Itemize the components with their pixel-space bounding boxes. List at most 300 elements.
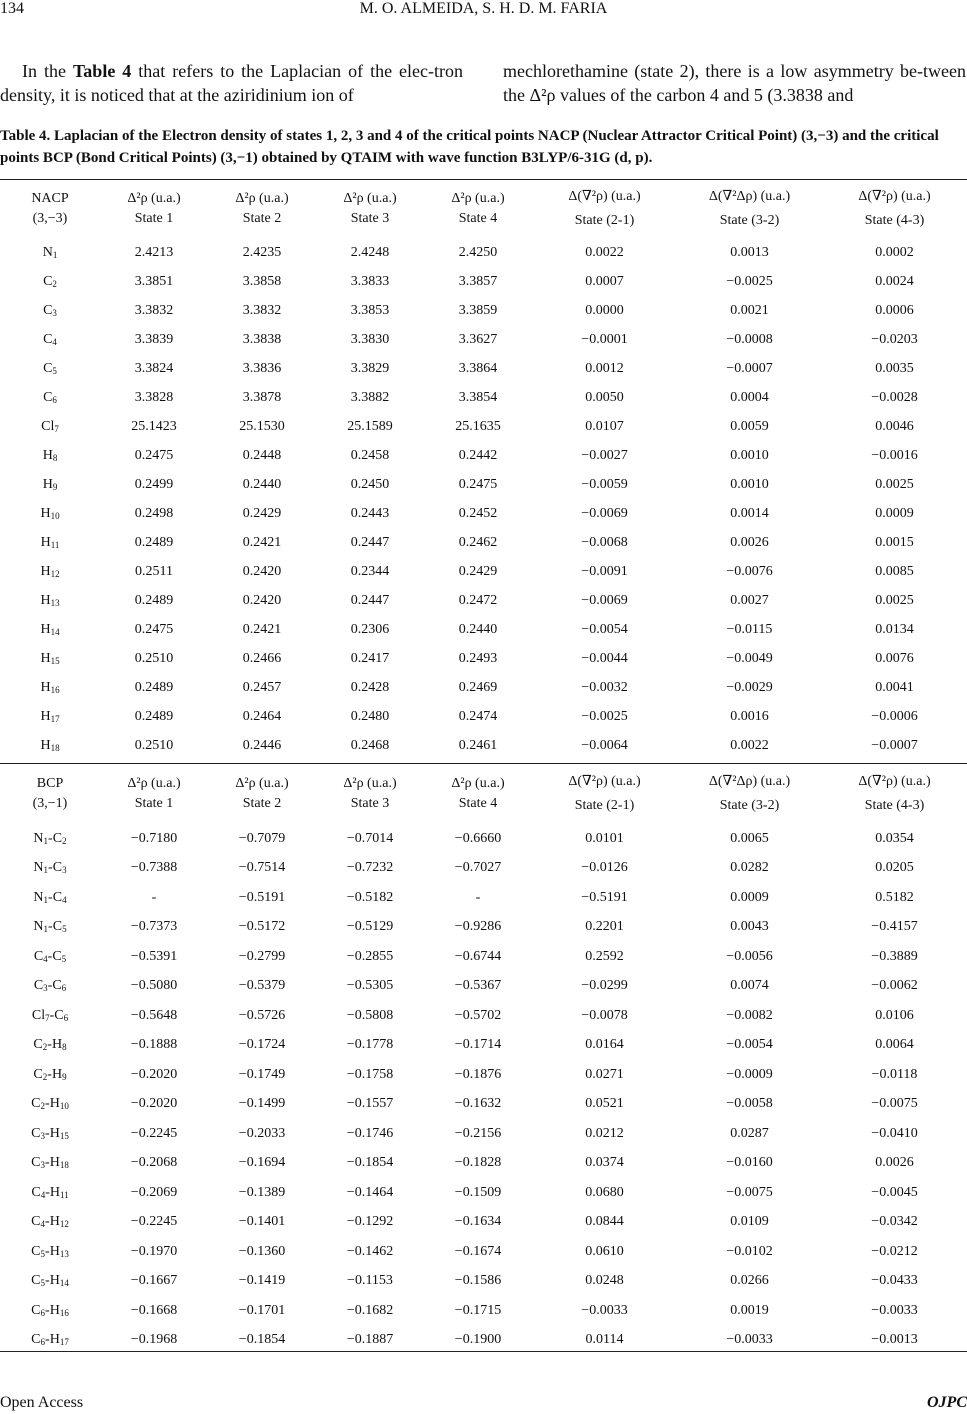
row-label-cell: $C_5-H_{14}$: [31, 1273, 69, 1289]
footer-journal: OJPC: [927, 1394, 967, 1411]
table-bottom-rule: [0, 1351, 967, 1352]
table-cell: −0.0028: [871, 389, 918, 405]
header-line2: State (3-2): [719, 798, 780, 813]
table-cell: 0.2201: [585, 919, 624, 935]
table-cell: −0.0062: [871, 978, 918, 994]
table-cell: 3.3627: [458, 331, 498, 347]
table-cell: 0.5182: [875, 889, 914, 905]
table-cell: 3.3830: [350, 331, 390, 347]
table-cell: 0.2442: [458, 447, 498, 463]
table-row: [0, 824, 967, 854]
atom-index: 6: [40, 1307, 46, 1318]
table-cell: 0.0027: [730, 592, 769, 608]
table-row: [0, 913, 967, 943]
table-cell: 3.3824: [134, 360, 174, 376]
table-cell: 0.0074: [730, 978, 769, 994]
table-row: [0, 972, 967, 1002]
atom-symbol: H: [40, 563, 51, 579]
table-cell: −0.1632: [454, 1096, 502, 1112]
table-cell: −0.5305: [346, 978, 394, 994]
table-cell: 0.2447: [350, 534, 390, 550]
table-cell: 0.2464: [242, 708, 282, 724]
table-cell: −0.1724: [238, 1037, 286, 1053]
table-cell: −0.0342: [871, 1214, 918, 1230]
table-cell: −0.5726: [238, 1007, 286, 1023]
table-cell: 0.0248: [585, 1273, 624, 1289]
atom-index: 15: [59, 1130, 69, 1141]
table-cell: −0.1634: [454, 1214, 502, 1230]
atom-index: 5: [40, 1278, 46, 1289]
table-cell: 25.1635: [455, 418, 501, 434]
atom-index: 15: [50, 655, 60, 666]
atom-symbol: N: [33, 889, 44, 905]
table-cell: −0.0049: [726, 650, 773, 666]
table-cell: 0.2429: [242, 505, 282, 521]
table-cell: −0.3889: [871, 948, 918, 964]
table-cell: 0.0064: [875, 1037, 914, 1053]
atom-index: 17: [50, 713, 60, 724]
row-label-cell: $C_5-H_{13}$: [31, 1243, 69, 1259]
table-cell: −0.2069: [130, 1184, 178, 1200]
header-line1: Δ²ρ (u.a.): [127, 776, 181, 791]
table-cell: 0.0006: [875, 302, 914, 318]
atom-index: 8: [52, 452, 58, 463]
table-cell: 3.3864: [458, 360, 498, 376]
atom-symbol: H: [49, 1125, 60, 1141]
atom-symbol: H: [42, 447, 53, 463]
header-cell: [100, 764, 208, 824]
table-row: [0, 354, 967, 383]
row-label-cell: $C_2-H_{10}$: [31, 1096, 69, 1112]
atom-index: 12: [59, 1219, 69, 1230]
body-text-right-column: [503, 59, 966, 107]
table-cell: 0.0680: [585, 1184, 624, 1200]
header-cell: [822, 764, 967, 824]
table-cell: −0.1778: [346, 1037, 394, 1053]
running-head: M. O. ALMEIDA, S. H. D. M. FARIA: [359, 0, 608, 17]
table-row: [0, 731, 967, 760]
table-cell: 0.2489: [134, 534, 174, 550]
row-label-cell: [0, 557, 100, 586]
body-paragraph-right: mechlorethamine (state 2), there is a low asymmetry be-tween the Δ²ρ values of the carbon 4 and 5 (3.3838 and: [503, 61, 966, 105]
table-cell: −0.5182: [346, 889, 394, 905]
table-cell: 3.3854: [458, 389, 498, 405]
atom-index: 12: [50, 568, 60, 579]
table-cell: −0.1419: [238, 1273, 286, 1289]
table-cell: −0.1557: [346, 1096, 394, 1112]
table-row: [0, 1208, 967, 1238]
atom-symbol: H: [40, 592, 51, 608]
table-cell: −0.1360: [238, 1243, 286, 1259]
row-label-cell: [0, 441, 100, 470]
table-cell: −0.0058: [726, 1096, 773, 1112]
table-cell: 2.4213: [134, 244, 174, 260]
table-cell: 3.3828: [134, 389, 174, 405]
table-cell: −0.5080: [130, 978, 178, 994]
table-row: [0, 883, 967, 913]
table-cell: −0.7232: [346, 860, 394, 876]
table-cell: −0.0059: [581, 476, 628, 492]
table-cell: −0.0075: [871, 1096, 918, 1112]
table-cell: 0.0043: [730, 919, 769, 935]
atom-symbol: N: [33, 919, 44, 935]
atom-index: 2: [40, 1101, 46, 1112]
table-cell: 25.1589: [347, 418, 393, 434]
table-row: [0, 615, 967, 644]
table-cell: −0.5191: [581, 889, 628, 905]
header-cell: [424, 764, 532, 824]
row-label-cell: [0, 644, 100, 673]
table-cell: −0.0075: [726, 1184, 773, 1200]
table-cell: −0.1854: [238, 1332, 286, 1348]
atom-index: 9: [52, 481, 58, 492]
atom-index: 6: [63, 1012, 69, 1023]
table-cell: −0.1714: [454, 1037, 502, 1053]
table-cell: 0.2428: [350, 679, 390, 695]
table-cell: −0.0029: [726, 679, 773, 695]
nacp-table: [0, 180, 967, 760]
atom-index: 1: [52, 249, 58, 260]
table-cell: −0.0054: [581, 621, 628, 637]
atom-index: 4: [43, 953, 48, 964]
atom-symbol: H: [49, 1155, 60, 1171]
header-line1: Δ²ρ (u.a.): [235, 191, 289, 206]
atom-index: 14: [59, 1278, 69, 1289]
table-cell: 3.3833: [350, 273, 390, 289]
table-row: [0, 296, 967, 325]
table-cell: 0.2344: [350, 563, 390, 579]
table-cell: 0.0019: [730, 1302, 769, 1318]
table-cell: −0.0102: [726, 1243, 773, 1259]
table-cell: 0.0610: [585, 1243, 624, 1259]
table-cell: 0.0059: [730, 418, 769, 434]
table-row: [0, 942, 967, 972]
table-cell: −0.7027: [454, 860, 502, 876]
table-cell: 0.2440: [458, 621, 498, 637]
atom-symbol: C: [31, 1332, 41, 1348]
table-cell: −0.0091: [581, 563, 628, 579]
header-cell: [677, 180, 822, 238]
table-cell: 0.0205: [875, 860, 914, 876]
table-cell: −0.7079: [238, 830, 286, 846]
row-label-cell: [0, 325, 100, 354]
table-row: [0, 470, 967, 499]
table-cell: −0.0160: [726, 1155, 773, 1171]
row-label-cell: [0, 586, 100, 615]
atom-symbol: C: [31, 1214, 41, 1230]
atom-symbol: C: [31, 1273, 41, 1289]
table-cell: 0.2469: [458, 679, 498, 695]
table-cell: −0.1746: [346, 1125, 394, 1141]
header-cell: [316, 764, 424, 824]
table-cell: −0.0008: [726, 331, 773, 347]
table-row: [0, 1031, 967, 1061]
atom-index: 2: [42, 1042, 48, 1053]
table-cell: −0.5808: [346, 1007, 394, 1023]
atom-index: 11: [59, 1189, 69, 1200]
table-cell: 0.2446: [242, 737, 282, 753]
table-cell: −0.1887: [346, 1332, 394, 1348]
row-label-cell: [0, 499, 100, 528]
table-cell: 0.0012: [585, 360, 624, 376]
table-cell: −0.5379: [238, 978, 286, 994]
atom-symbol: H: [49, 1273, 60, 1289]
table-cell: 0.2499: [134, 476, 174, 492]
table-cell: 0.0021: [730, 302, 769, 318]
table-cell: −0.0410: [871, 1125, 918, 1141]
row-label-cell: $C_2-H_8$: [33, 1037, 67, 1053]
table-cell: −0.1701: [238, 1302, 286, 1318]
table-cell: 3.3829: [350, 360, 390, 376]
table-cell: 3.3851: [134, 273, 174, 289]
table-cell: 0.0022: [585, 244, 624, 260]
table-cell: 0.2452: [458, 505, 498, 521]
table-cell: −0.0433: [871, 1273, 918, 1289]
table-cell: 0.0004: [730, 389, 769, 405]
table-cell: −0.0068: [581, 534, 628, 550]
table-cell: −0.0013: [871, 1332, 918, 1348]
table-cell: -: [475, 889, 481, 905]
atom-symbol: C: [33, 948, 44, 964]
table-cell: −0.0118: [871, 1066, 918, 1082]
table-cell: 0.0065: [730, 830, 769, 846]
row-label-cell: $C_4-H_{11}$: [31, 1184, 69, 1200]
table-cell: −0.0064: [581, 737, 628, 753]
atom-symbol: H: [40, 650, 51, 666]
table-cell: 3.3832: [242, 302, 282, 318]
atom-symbol: H: [40, 505, 51, 521]
row-label-cell: $C_6-H_{17}$: [31, 1332, 69, 1348]
atom-index: 3: [62, 865, 67, 876]
table-cell: 0.0009: [875, 505, 914, 521]
table-cell: 0.0022: [730, 737, 769, 753]
atom-index: 8: [62, 1042, 67, 1053]
table-cell: 0.0025: [875, 592, 914, 608]
table-cell: 0.2417: [350, 650, 390, 666]
table-cell: 0.2475: [134, 621, 174, 637]
table-cell: 0.0282: [730, 860, 769, 876]
atom-index: 7: [54, 423, 59, 434]
table-row: [0, 586, 967, 615]
table-cell: 3.3859: [458, 302, 498, 318]
header-line2: State 4: [458, 796, 498, 811]
table-cell: 0.0041: [875, 679, 914, 695]
table-cell: −0.1153: [347, 1273, 393, 1289]
row-label-cell: [0, 296, 100, 325]
header-line1: Δ²ρ (u.a.): [343, 776, 397, 791]
header-line1: Δ²ρ (u.a.): [127, 191, 181, 206]
table-cell: 25.1423: [131, 418, 177, 434]
atom-index: 14: [50, 626, 60, 637]
row-label-cell: $N_1-C_3$: [33, 860, 67, 876]
table-cell: 3.3853: [350, 302, 390, 318]
table-cell: −0.0069: [581, 505, 628, 521]
header-line1: Δ(∇²Δρ) (u.a.): [708, 774, 791, 789]
row-label-cell: $C_6-H_{16}$: [31, 1302, 69, 1318]
table-cell: 0.0050: [585, 389, 624, 405]
table-cell: −0.7014: [346, 830, 394, 846]
table-cell: 0.0844: [585, 1214, 624, 1230]
header-cell: [677, 764, 822, 824]
table-cell: −0.0032: [581, 679, 628, 695]
table-cell: 0.2458: [350, 447, 390, 463]
atom-symbol: H: [51, 1066, 63, 1082]
table-cell: 0.2462: [458, 534, 498, 550]
atom-symbol: Cl: [31, 1007, 46, 1023]
row-label-cell: [0, 731, 100, 760]
table-cell: 0.2457: [242, 679, 282, 695]
table-cell: 0.2421: [242, 621, 282, 637]
table-row: [0, 441, 967, 470]
table-cell: −0.5702: [454, 1007, 502, 1023]
atom-index: 4: [62, 894, 67, 905]
table-cell: 0.2468: [350, 737, 390, 753]
atom-index: 10: [59, 1101, 69, 1112]
table-cell: −0.0006: [871, 708, 918, 724]
atom-index: 18: [59, 1160, 69, 1171]
atom-symbol: H: [49, 1243, 60, 1259]
table-cell: 0.0046: [875, 418, 914, 434]
table-cell: 0.2448: [242, 447, 282, 463]
atom-symbol: C: [33, 978, 44, 994]
table-cell: −0.1674: [454, 1243, 502, 1259]
row-label-cell: [0, 383, 100, 412]
table-cell: 0.0076: [875, 650, 914, 666]
table-cell: −0.2020: [130, 1096, 178, 1112]
atom-symbol: C: [31, 1096, 41, 1112]
atom-symbol: C: [52, 860, 63, 876]
row-label-cell: $Cl_7-C_6$: [31, 1007, 69, 1023]
table-cell: 0.0164: [585, 1037, 624, 1053]
header-line1: Δ(∇²ρ) (u.a.): [568, 774, 641, 789]
row-label-cell: $C_2-H_9$: [33, 1066, 67, 1082]
bcp-table: [0, 764, 967, 1355]
table-cell: 0.2466: [242, 650, 282, 666]
header-line1: Δ(∇²ρ) (u.a.): [858, 189, 931, 204]
table-cell: 0.2510: [134, 737, 174, 753]
table-cell: 2.4250: [458, 244, 498, 260]
header-row: [0, 764, 967, 824]
row-label-cell: $N_1-C_2$: [33, 830, 67, 846]
table-cell: −0.1828: [454, 1155, 502, 1171]
table-cell: −0.0299: [581, 978, 628, 994]
table-cell: 0.2472: [458, 592, 498, 608]
table-cell: 0.2474: [458, 708, 498, 724]
header-line2: State 1: [134, 796, 174, 811]
table-cell: −0.7373: [130, 919, 178, 935]
table-cell: −0.0007: [871, 737, 918, 753]
header-line2: State 3: [350, 796, 390, 811]
row-label-cell: [0, 702, 100, 731]
atom-index: 2: [62, 835, 67, 846]
atom-index: 1: [43, 894, 49, 905]
table-cell: 0.2421: [242, 534, 282, 550]
table-cell: −0.1682: [346, 1302, 394, 1318]
atom-index: 17: [59, 1337, 69, 1348]
atom-symbol: C: [43, 331, 53, 347]
table-cell: 0.0106: [875, 1007, 914, 1023]
atom-index: 6: [40, 1337, 46, 1348]
table-cell: −0.0126: [581, 860, 628, 876]
header-line1: Δ²ρ (u.a.): [451, 776, 505, 791]
table-cell: 3.3839: [134, 331, 174, 347]
atom-index: 5: [52, 365, 57, 376]
atom-symbol: C: [31, 1125, 41, 1141]
table-cell: 25.1530: [239, 418, 285, 434]
table-cell: 0.0014: [730, 505, 769, 521]
table-row: [0, 238, 967, 267]
table-cell: 0.2450: [350, 476, 390, 492]
atom-symbol: C: [43, 389, 53, 405]
table-cell: 0.0026: [875, 1155, 914, 1171]
table-cell: 0.0016: [730, 708, 769, 724]
table-cell: −0.1586: [454, 1273, 502, 1289]
table-cell: −0.1401: [238, 1214, 286, 1230]
table-cell: 0.2420: [242, 563, 282, 579]
table-cell: 0.2511: [135, 563, 173, 579]
row-label-cell: [0, 267, 100, 296]
table-cell: 0.0107: [585, 418, 624, 434]
atom-symbol: H: [40, 534, 51, 550]
table-cell: −0.0025: [726, 273, 773, 289]
table-cell: −0.4157: [871, 919, 918, 935]
atom-index: 1: [43, 835, 49, 846]
atom-symbol: H: [40, 621, 51, 637]
table-cell: −0.1968: [130, 1332, 178, 1348]
table-cell: −0.9286: [454, 919, 502, 935]
table-cell: 0.0101: [585, 830, 624, 846]
atom-symbol: C: [52, 948, 62, 964]
table-cell: −0.7388: [130, 860, 178, 876]
table-cell: 0.2489: [134, 679, 174, 695]
header-cell: [424, 180, 532, 238]
table-cell: 2.4235: [242, 244, 282, 260]
table-cell: 0.0521: [585, 1096, 624, 1112]
row-label-cell: [0, 528, 100, 557]
table-row: [0, 1178, 967, 1208]
table-cell: −0.0078: [581, 1007, 628, 1023]
atom-index: 6: [61, 983, 67, 994]
table-cell: −0.0025: [581, 708, 628, 724]
table-cell: 0.0007: [585, 273, 624, 289]
row-label-cell: $C_4-H_{12}$: [31, 1214, 69, 1230]
table-cell: −0.7514: [238, 860, 286, 876]
row-label-cell: $N_1-C_5$: [33, 919, 67, 935]
atom-symbol: C: [43, 273, 53, 289]
table-reference: Table 4: [72, 61, 132, 81]
row-label-cell: [0, 354, 100, 383]
atom-index: 4: [40, 1189, 46, 1200]
table-cell: −0.0033: [871, 1302, 918, 1318]
table-cell: −0.2855: [346, 948, 394, 964]
table-cell: −0.1749: [238, 1066, 286, 1082]
table-cell: −0.1509: [454, 1184, 502, 1200]
header-label-line1: NACP: [31, 191, 69, 206]
table-cell: −0.2020: [130, 1066, 178, 1082]
table-cell: 0.0134: [875, 621, 914, 637]
header-label-line2: (3,−3): [32, 211, 68, 226]
table-cell: −0.0033: [726, 1332, 773, 1348]
header-line1: Δ(∇²ρ) (u.a.): [858, 774, 931, 789]
page-number: 134: [0, 0, 24, 17]
header-line1: Δ²ρ (u.a.): [451, 191, 505, 206]
table-cell: −0.2068: [130, 1155, 178, 1171]
atom-index: 13: [50, 597, 60, 608]
table-cell: −0.2799: [238, 948, 286, 964]
table-caption: Table 4. Laplacian of the Electron density of states 1, 2, 3 and 4 of the critical points NACP (Nuclear Attractor Critical Point) (3,−3) and the critical points BCP (Bond Critical Points) (3,−1) obtained by QTAIM with wave function B3LYP/6-31G (d, p).: [0, 128, 939, 166]
atom-symbol: C: [33, 1037, 43, 1053]
atom-symbol: C: [54, 1007, 64, 1023]
